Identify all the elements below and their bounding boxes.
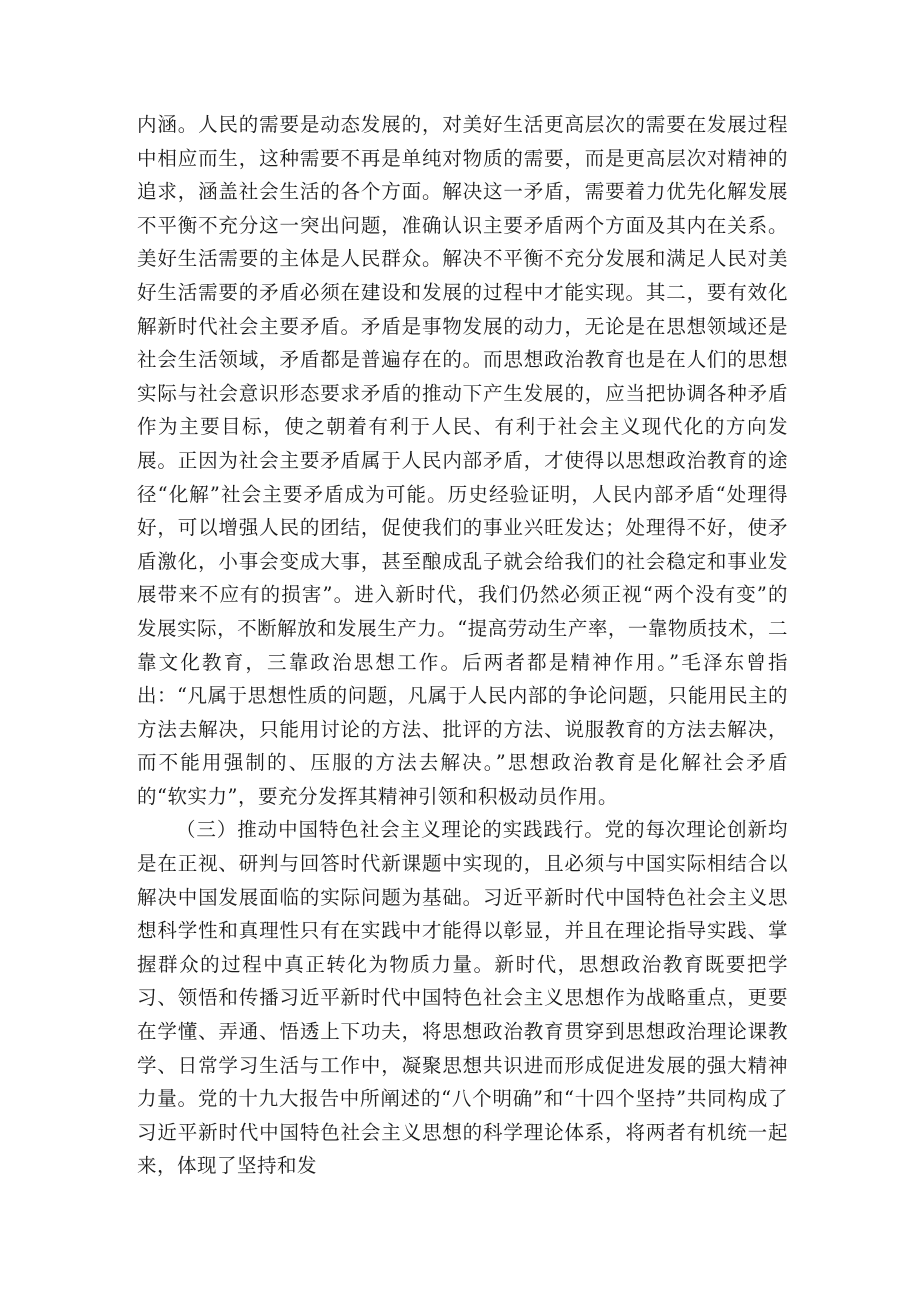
paragraph-section-three: （三）推动中国特色社会主义理论的实践践行。党的每次理论创新均是在正视、研判与回答时代新课题中实现的，且必须与中国实际相结合以解决中国发展面临的实际问题为基础。习近平新时代中国特色社会主义思想科学性和真理性只有在实践中才能得以彰显，并且在理论指导实践、掌握群众的过程中真正转化为物质力量。新时代，思想政治教育既要把学习、领悟和传播习近平新时代中国特色社会主义思想作为战略重点，更要在学懂、弄通、悟透上下功夫，将思想政治教育贯穿到思想政治理论课教学、日常学习生活与工作中，凝聚思想共识进而形成促进发展的强大精神力量。党的十九大报告中所阐述的“八个明确”和“十四个坚持”共同构成了习近平新时代中国特色社会主义思想的科学理论体系，将两者有机统一起来，体现了坚持和发 bbox=[137, 818, 788, 1178]
body-text bbox=[137, 108, 788, 1183]
page-bottom-margin bbox=[0, 1290, 920, 1301]
paragraph-continuation: 内涵。人民的需要是动态发展的，对美好生活更高层次的需要在发展过程中相应而生，这种需要不再是单纯对物质的需要，而是更高层次对精神的追求，涵盖社会生活的各个方面。解决这一矛盾，需要着力优先化解发展不平衡不充分这一突出问题，准确认识主要矛盾两个方面及其内在关系。美好生活需要的主体是人民群众。解决不平衡不充分发展和满足人民对美好生活需要的矛盾必须在建设和发展的过程中才能实现。其二，要有效化解新时代社会主要矛盾。矛盾是事物发展的动力，无论是在思想领域还是社会生活领域，矛盾都是普遍存在的。而思想政治教育也是在人们的思想实际与社会意识形态要求矛盾的推动下产生发展的，应当把协调各种矛盾作为主要目标，使之朝着有利于人民、有利于社会主义现代化的方向发展。正因为社会主要矛盾属于人民内部矛盾，才使得以思想政治教育的途径“化解”社会主要矛盾成为可能。历史经验证明，人民内部矛盾“处理得好，可以增强人民的团结，促使我们的事业兴旺发达；处理得不好，使矛盾激化，小事会变成大事，甚至酿成乱子就会给我们的社会稳定和事业发展带来不应有的损害”。进入新时代，我们仍然必须正视“两个没有变”的发展实际，不断解放和发展生产力。“提高劳动生产率，一靠物质技术，二靠文化教育，三靠政治思想工作。后两者都是精神作用。”毛泽东曾指出：“凡属于思想性质的问题，凡属于人民内部的争论问题，只能用民主的方法去解决，只能用讨论的方法、批评的方法、说服教育的方法去解决，而不能用强制的、压服的方法去解决。”思想政治教育是化解社会矛盾的“软实力”，要充分发挥其精神引领和积极动员作用。 bbox=[137, 113, 788, 808]
